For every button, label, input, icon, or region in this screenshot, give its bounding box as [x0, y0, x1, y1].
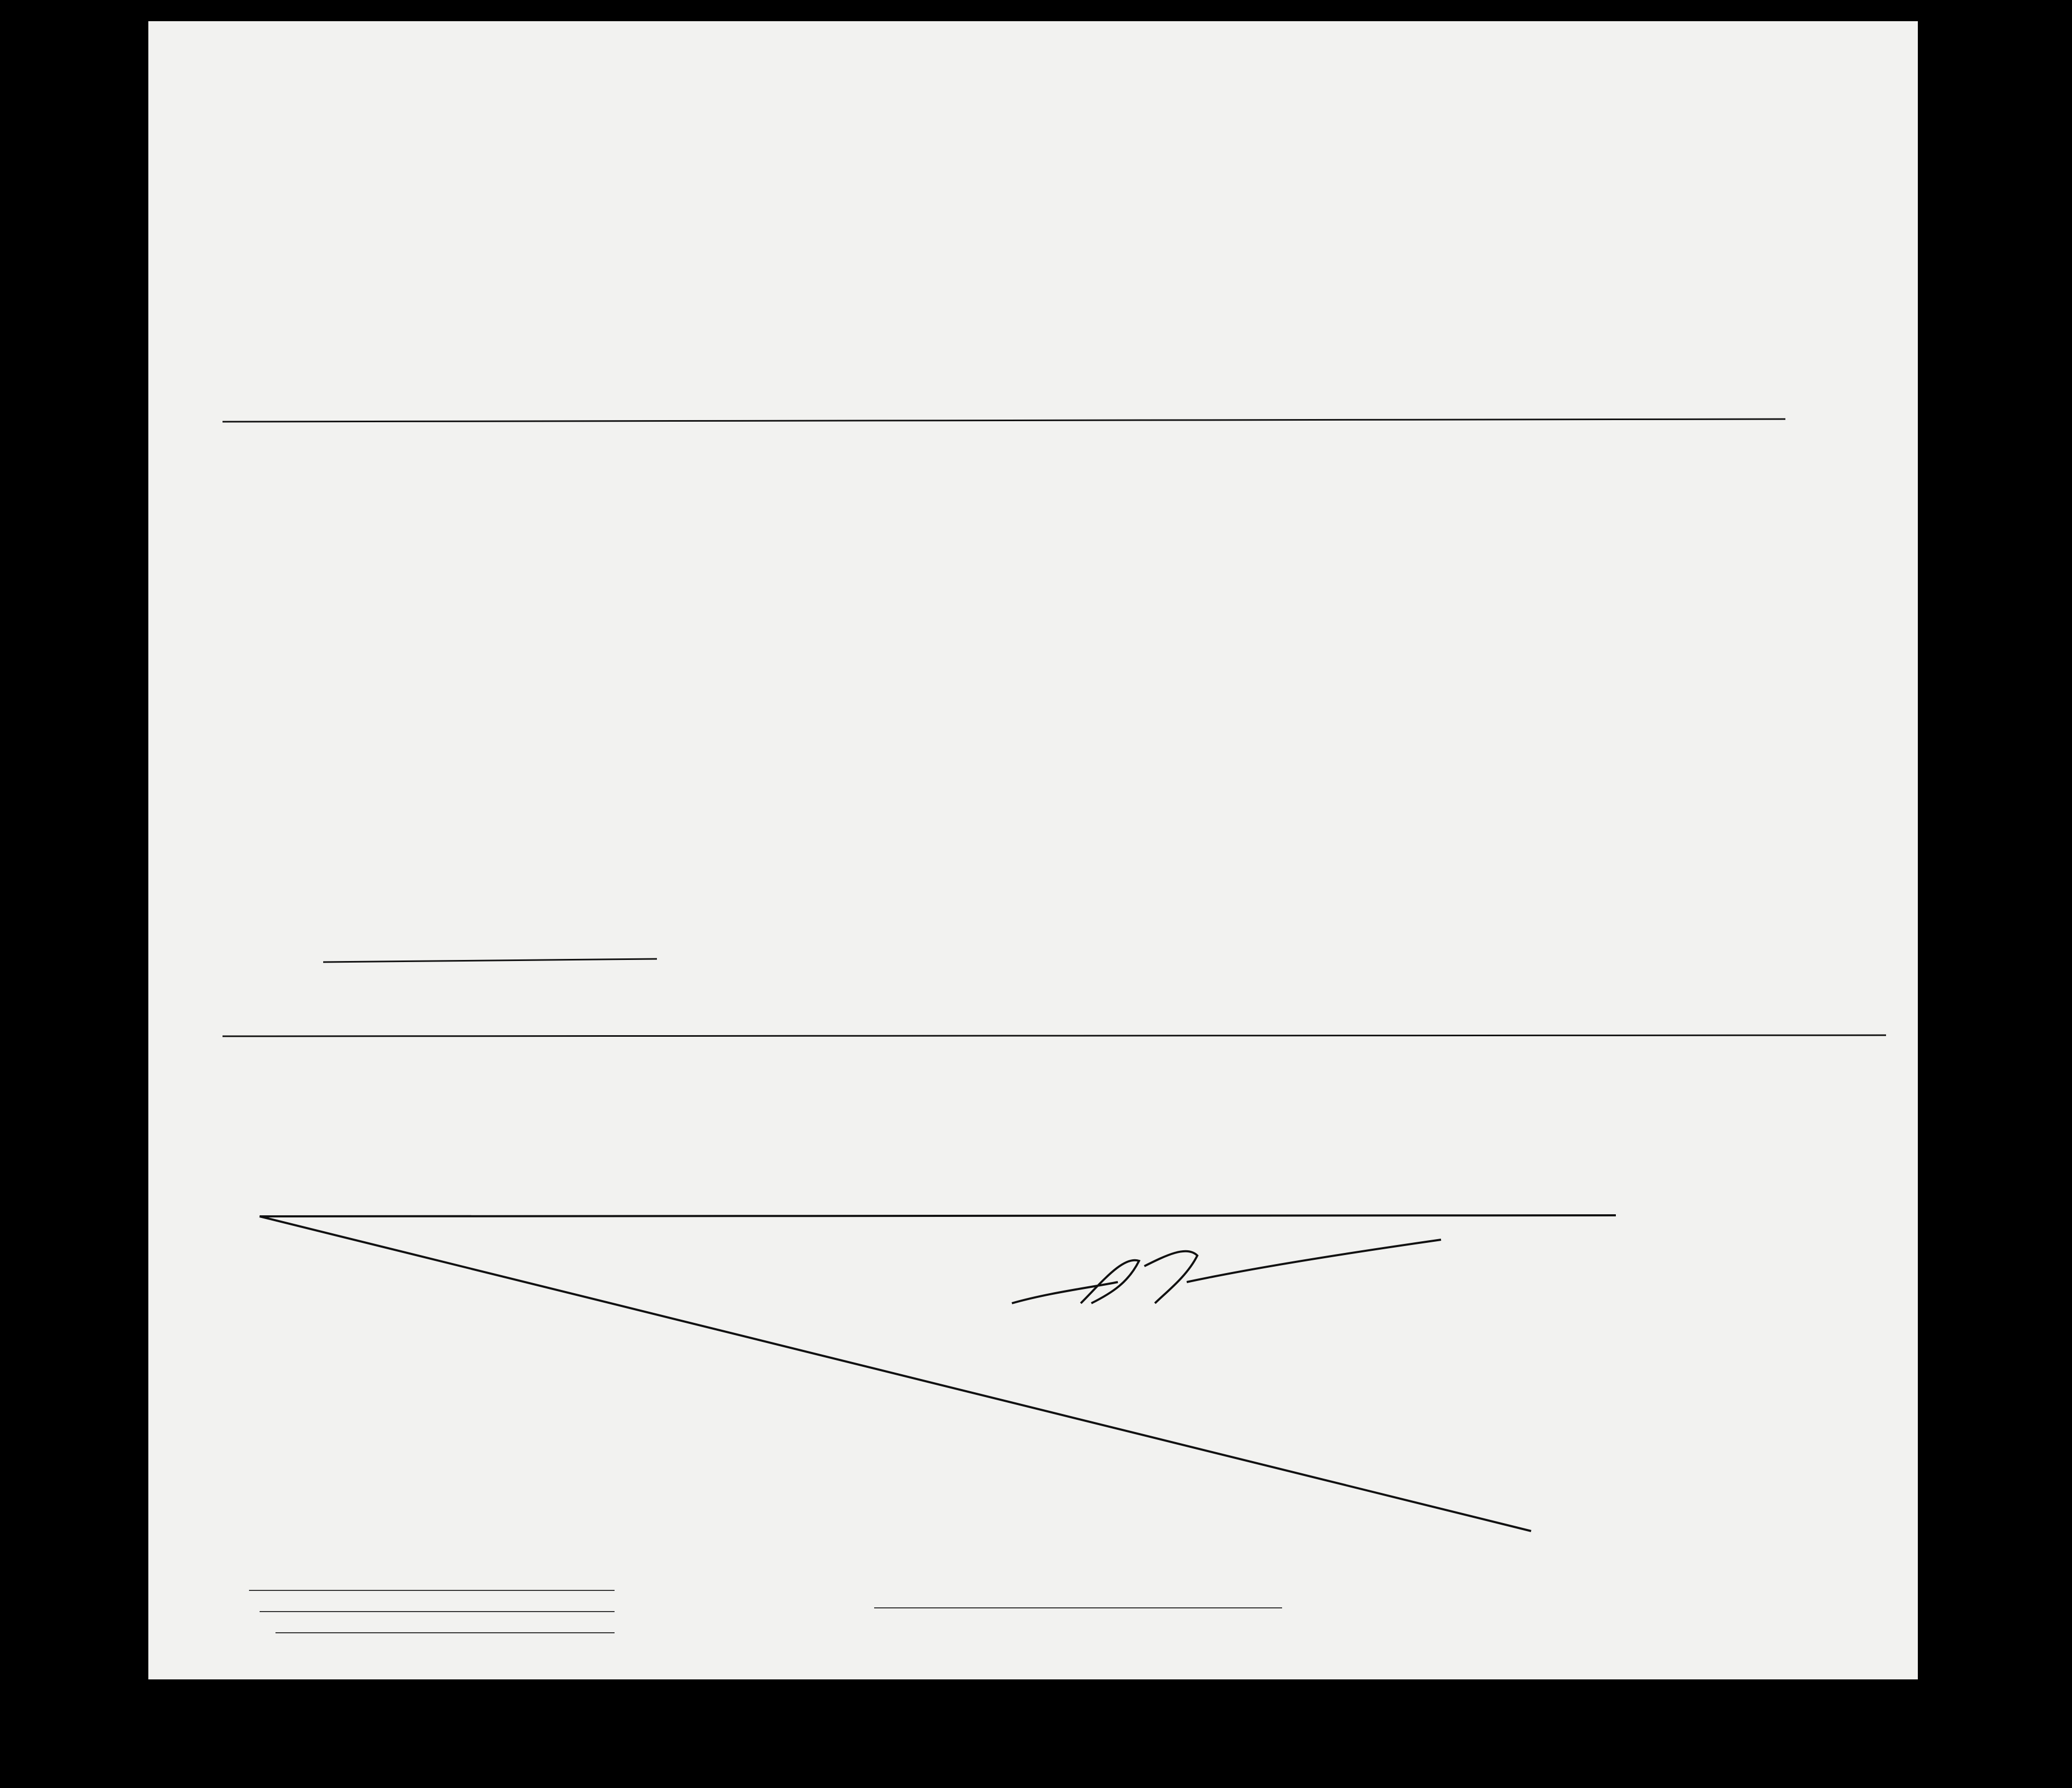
inspector-signature	[1012, 1240, 1441, 1303]
strike-row-2	[223, 419, 1785, 422]
handwritten-marks	[148, 21, 1918, 1679]
manifest-sheet	[148, 21, 1918, 1679]
strike-row-16-name	[323, 959, 657, 962]
closing-line	[260, 1215, 1616, 1216]
closing-diagonal	[260, 1216, 1531, 1531]
strike-row-18	[223, 1035, 1886, 1036]
